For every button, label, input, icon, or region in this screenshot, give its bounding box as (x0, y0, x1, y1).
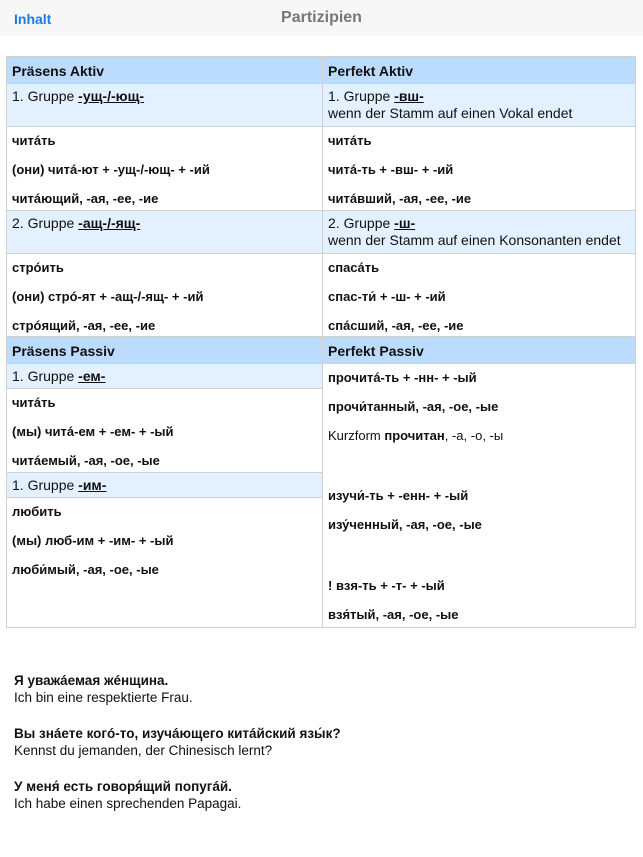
navigation-bar (0, 0, 643, 36)
kurzform-endings: , -а, -о, -ы (444, 428, 504, 443)
example-line: спасáть (328, 260, 380, 275)
example-line: читáющий, -ая, -ее, -ие (12, 191, 159, 206)
example-line: спас-ти́ + -ш- + -ий (328, 289, 446, 304)
example-line: читáть (328, 133, 372, 148)
german-translation: Kennst du jemanden, der Chinesisch lernt? (14, 743, 273, 758)
praesens-aktiv-header: Präsens Aktiv (7, 57, 322, 84)
perfekt-aktiv-header: Perfekt Aktiv (323, 57, 635, 84)
kurzform-word: прочитан (384, 428, 445, 443)
participle-table (6, 56, 636, 628)
example-line: любить (12, 504, 62, 519)
group-label: 1. Gruppe (12, 477, 79, 493)
praesens-aktiv-group2-examples (7, 254, 322, 337)
russian-sentence: Вы знáете когó-то, изучáющего китáйский язы́к? (14, 726, 341, 741)
back-button[interactable]: Inhalt (14, 11, 52, 27)
group-note: wenn der Stamm auf einen Konsonanten endet (328, 232, 621, 248)
group-suffix: -ем- (78, 368, 106, 384)
group-suffix: -ащ-/-ящ- (78, 215, 141, 231)
praesens-passiv-group2-examples (7, 498, 322, 627)
group-suffix: -им- (78, 477, 107, 493)
praesens-passiv-group1 (7, 364, 322, 389)
example-sentence (14, 778, 341, 812)
example-line: стрóить (12, 260, 64, 275)
group-suffix: -ш- (394, 215, 416, 231)
example-line: изу́ченный, -ая, -ое, -ые (328, 517, 482, 532)
example-line: читáть (12, 395, 56, 410)
example-line: прочитá-ть + -нн- + -ый (328, 370, 477, 385)
perfekt-passiv-header: Perfekt Passiv (323, 337, 635, 364)
group-note: wenn der Stamm auf einen Vokal endet (328, 105, 573, 121)
example-line: (они) читá-ют + -ущ-/-ющ- + -ий (12, 162, 210, 177)
example-line: (они) стрó-ят + -ащ-/-ящ- + -ий (12, 289, 204, 304)
praesens-passiv-header: Präsens Passiv (7, 337, 322, 364)
example-line: читá-ть + -вш- + -ий (328, 162, 454, 177)
kurzform-label: Kurzform (328, 428, 385, 443)
right-column (322, 57, 635, 627)
praesens-aktiv-group1-examples (7, 127, 322, 211)
example-line: стрóящий, -ая, -ее, -ие (12, 318, 156, 333)
group-label: 1. Gruppe (328, 88, 395, 104)
german-translation: Ich bin eine respektierte Frau. (14, 690, 193, 705)
praesens-passiv-group1-examples (7, 389, 322, 473)
example-line: люби́мый, -ая, -ое, -ые (12, 562, 159, 577)
perfekt-aktiv-group1-examples (323, 127, 635, 211)
example-line: взя́тый, -ая, -ое, -ые (328, 607, 459, 622)
praesens-aktiv-group2 (7, 211, 322, 254)
german-translation: Ich habe einen sprechenden Papagai. (14, 796, 242, 811)
group-label: 1. Gruppe (12, 88, 79, 104)
example-sentences (14, 672, 341, 831)
example-sentence (14, 725, 341, 759)
perfekt-aktiv-group2 (323, 211, 635, 254)
praesens-passiv-group2 (7, 473, 322, 498)
perfekt-aktiv-group1 (323, 84, 635, 127)
example-line: изучи́-ть + -енн- + -ый (328, 488, 469, 503)
russian-sentence: У меня́ есть говоря́щий попугáй. (14, 779, 232, 794)
group-label: 2. Gruppe (328, 215, 395, 231)
group-label: 2. Gruppe (12, 215, 79, 231)
kurzform-line (328, 427, 503, 444)
example-line: читáть (12, 133, 56, 148)
group-suffix: -ущ-/-ющ- (78, 88, 145, 104)
perfekt-passiv-examples (323, 364, 635, 627)
page-title: Partizipien (281, 9, 362, 26)
example-line: (мы) люб-им + -им- + -ый (12, 533, 174, 548)
example-line: спáсший, -ая, -ее, -ие (328, 318, 464, 333)
example-sentence (14, 672, 341, 706)
perfekt-aktiv-group2-examples (323, 254, 635, 337)
example-line: (мы) читá-ем + -ем- + -ый (12, 424, 174, 439)
russian-sentence: Я уважáемая жéнщина. (14, 673, 169, 688)
group-suffix: -вш- (394, 88, 424, 104)
example-line: читáвший, -ая, -ее, -ие (328, 191, 472, 206)
example-line: прочи́танный, -ая, -ое, -ые (328, 399, 499, 414)
praesens-aktiv-group1 (7, 84, 322, 127)
example-line: читáемый, -ая, -ое, -ые (12, 453, 160, 468)
group-label: 1. Gruppe (12, 368, 79, 384)
example-line: ! взя-ть + -т- + -ый (328, 578, 445, 593)
